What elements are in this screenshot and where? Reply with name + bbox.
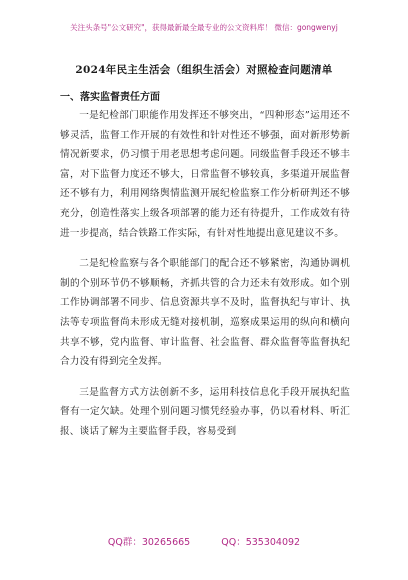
paragraph-1: 一是纪检部门职能作用发挥还不够突出，“四种形态”运用还不够灵活，监督工作开展的有效性和针对性还不够强，面对新形势新情况新要求，仍习惯于用老思想考虑问题。同级监督手段还不够丰富，对下监督力度还不够大，日常监督不够较真，多渠道开展监督还不够有力，利用网络舆情监测开展纪检监察工作分析研判还不够充分，创造性落实上级各项部署的能力还有待提升，工作成效有待进一步提高，结合铁路工作实际，有针对性地提出意见建议不多。	[60, 110, 350, 239]
document-title: 2024年民主生活会（组织生活会）对照检查问题清单	[75, 64, 333, 76]
paragraph-3: 三是监督方式方法创新不多，运用科技信息化手段开展执纪监督有一定欠缺。处理个别问题习惯凭经验办事，仍以看材料、听汇报、谈话了解为主要监督手段，容易受到	[60, 386, 350, 437]
document-body	[60, 106, 350, 453]
section-heading: 一、落实监督责任方面	[60, 92, 160, 103]
paragraph-2: 二是纪检监察与各个职能部门的配合还不够紧密，沟通协调机制的个别环节仍不够顺畅，齐抓共管的合力还未有效形成。如个别工作协调部署不同步、信息资源共享不及时，监督执纪与审计、执法等专项监督尚未形成无缝对接机制，巡察成果运用的纵向和横向共享不够，党内监督、审计监督、社会监督、群众监督等监督执纪合力没有得到完全发挥。	[60, 258, 350, 368]
footer-contact	[0, 534, 408, 548]
header-banner: 关注头条号"公文研究"，获得最新最全最专业的公文资料库！ 微信：gongwenyj	[70, 23, 338, 32]
footer-qq-number: QQ：535304092	[221, 537, 301, 548]
footer-qq-group: QQ群：30265665	[107, 537, 191, 548]
